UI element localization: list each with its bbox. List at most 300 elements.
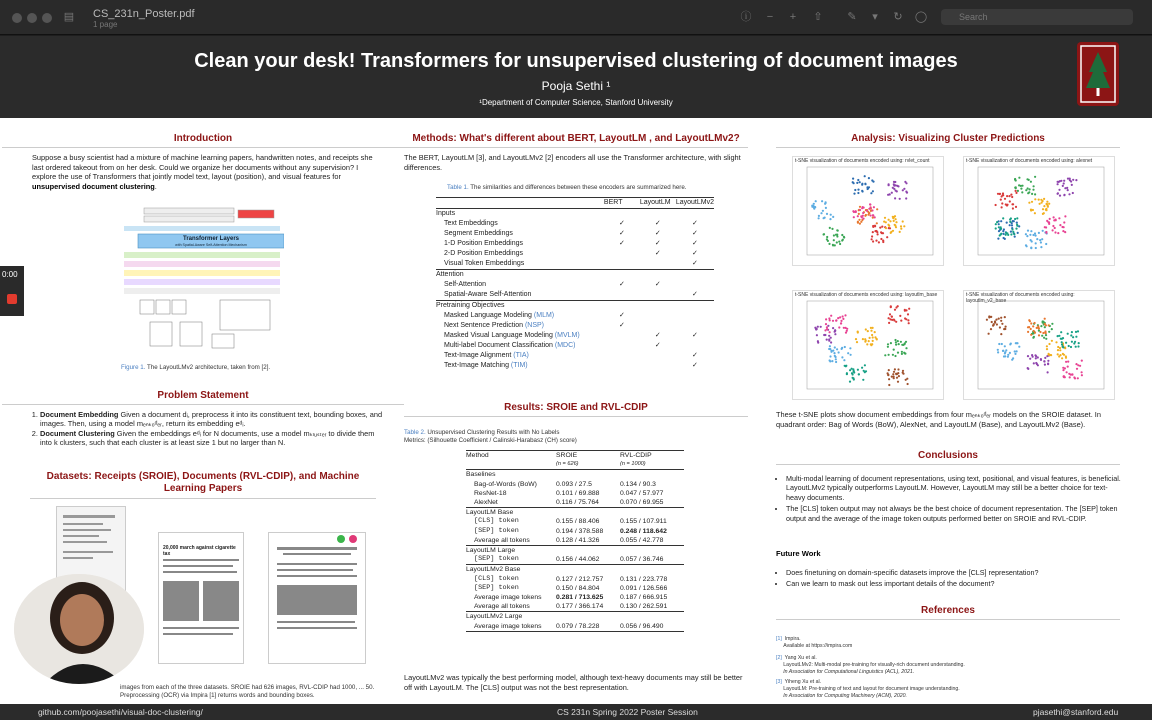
tsne-point (1010, 217, 1012, 219)
tsne-point (868, 340, 870, 342)
tsne-point (829, 227, 831, 229)
tsne-point (1052, 225, 1054, 227)
zoom-in-icon[interactable]: + (789, 11, 797, 23)
tsne-point (1035, 355, 1037, 357)
tsne-point (857, 331, 859, 333)
table1-check-cell (640, 259, 676, 270)
tsne-point (869, 204, 871, 206)
table2-method-cell: ResNet-18 (474, 489, 507, 497)
tsne-point (989, 316, 991, 318)
tsne-point (997, 351, 999, 353)
tsne-point (891, 376, 893, 378)
tsne-point (1007, 354, 1009, 356)
table1-check-cell (640, 361, 676, 371)
table2-sroie-cell: 0.281 / 713.625 (556, 594, 604, 602)
tsne-point (873, 206, 875, 208)
tsne-point (900, 341, 902, 343)
tsne-point (908, 322, 910, 324)
tsne-point (1077, 377, 1079, 379)
tsne-point (871, 179, 873, 181)
tsne-point (1005, 234, 1007, 236)
diagram-transformer-label: Transformer Layers (182, 236, 240, 242)
tsne-point (864, 175, 866, 177)
tsne-point (1017, 232, 1019, 234)
tsne-point (1011, 224, 1013, 226)
tsne-point (899, 231, 901, 233)
tsne-point (870, 214, 872, 216)
reference-1: [1] Impira. Available at https://impira.com (776, 636, 853, 649)
tsne-point (874, 230, 876, 232)
tsne-point (857, 222, 859, 224)
tsne-point (894, 368, 896, 370)
markup-pen-icon[interactable]: ✎ (847, 11, 857, 23)
tsne-point (1077, 330, 1079, 332)
tsne-point (991, 321, 993, 323)
table2-method-cell: [SEP] token (474, 526, 519, 535)
tsne-point (874, 336, 876, 338)
tsne-point (830, 341, 832, 343)
intro-heading: Introduction (2, 133, 404, 148)
table2-rvl-cell: 0.248 / 118.642 (620, 527, 667, 535)
table1-check-cell (640, 290, 676, 301)
tsne-point (837, 317, 839, 319)
table1-row-label: Multi-label Document Classification (MDC) (444, 342, 576, 349)
table1-row (436, 311, 714, 321)
tsne-point (1000, 220, 1002, 222)
tsne-point (893, 349, 895, 351)
tsne-point (858, 373, 860, 375)
tsne-point (1065, 361, 1067, 363)
tsne-point (1042, 208, 1044, 210)
tsne-point (895, 218, 897, 220)
tsne-point (887, 374, 889, 376)
tsne-point (1016, 222, 1018, 224)
tsne-point (907, 383, 909, 385)
table1-row (436, 351, 714, 361)
sidebar-toggle-icon[interactable]: ▤ (63, 11, 75, 23)
tsne-point (907, 319, 909, 321)
tsne-point (990, 328, 992, 330)
tsne-point (1057, 192, 1059, 194)
info-icon[interactable]: ⓘ (740, 11, 752, 23)
rotate-icon[interactable]: ↻ (893, 11, 903, 23)
tsne-point (874, 216, 876, 218)
tsne-point (1027, 331, 1029, 333)
recording-indicator[interactable] (0, 266, 24, 316)
footer-github-link[interactable]: github.com/poojasethi/visual-doc-clustering/ (38, 707, 203, 717)
tsne-point (1032, 337, 1034, 339)
tsne-point (1046, 345, 1048, 347)
conclusions-list (776, 474, 1122, 525)
diagram-transformer-sublabel: with Spatial-Aware Self-Attention Mechanism (175, 243, 247, 247)
tsne-point (1063, 376, 1065, 378)
tsne-point (852, 178, 854, 180)
table2-row (466, 489, 684, 498)
tsne-point (1000, 228, 1002, 230)
tsne-point (1039, 203, 1041, 205)
tsne-point (894, 355, 896, 357)
results-heading: Results: SROIE and RVL-CDIP (404, 402, 748, 417)
tsne-point (1063, 354, 1065, 356)
tsne-point (1063, 221, 1065, 223)
tsne-point (818, 215, 820, 217)
layoutlmv2-architecture-figure (120, 204, 284, 354)
table2-rvl-cell: 0.130 / 262.591 (620, 603, 668, 611)
table1-row-label: Pretraining Objectives (436, 302, 505, 309)
tsne-point (887, 224, 889, 226)
tsne-point (1006, 232, 1008, 234)
tsne-point (888, 378, 890, 380)
tsne-point (857, 369, 859, 371)
future-item: • Does finetuning on domain-specific datasets improve the [CLS] representation? (786, 568, 1122, 577)
tsne-point (874, 331, 876, 333)
conclusion-item: • The [CLS] token output may not always be the best choice of document representation. The [SEP] token output and the average of the image token outputs performed better on SROIE and RVL-CDIP. (786, 504, 1122, 523)
tsne-point (986, 319, 988, 321)
tsne-point (862, 338, 864, 340)
tsne-point (1009, 221, 1011, 223)
tsne-point (862, 212, 864, 214)
tsne-point (1011, 196, 1013, 198)
tsne-point (816, 334, 818, 336)
tsne-point (1027, 355, 1029, 357)
tsne-point (893, 216, 895, 218)
poster-header (0, 36, 1152, 118)
table1-row (436, 321, 714, 331)
footer-session: CS 231n Spring 2022 Poster Session (557, 707, 698, 717)
datasets-caption: images from each of the three datasets. SROIE had 626 images, RVL-CDIP had 1000, ... 50. Preprocessing (OCR) via Impira [1] returns words and bounding boxes. (120, 684, 375, 699)
tsne-point (1062, 346, 1064, 348)
tsne-point (1044, 357, 1046, 359)
tsne-point (865, 328, 867, 330)
tsne-point (851, 372, 853, 374)
clustering-results-table (466, 450, 684, 633)
tsne-point (828, 338, 830, 340)
tsne-point (1061, 343, 1063, 345)
tsne-point (1027, 230, 1029, 232)
poster-affiliation: ¹Department of Computer Science, Stanford University (479, 98, 673, 107)
tsne-point (1012, 231, 1014, 233)
tsne-point (1043, 360, 1045, 362)
tsne-point (888, 184, 890, 186)
tsne-point (1046, 201, 1048, 203)
tsne-point (849, 347, 851, 349)
zoom-window-icon[interactable] (42, 13, 52, 23)
tsne-point (998, 226, 1000, 228)
tsne-point (845, 365, 847, 367)
tsne-point (1077, 345, 1079, 347)
tsne-point (1029, 358, 1031, 360)
footer-email[interactable]: pjasethi@stanford.edu (1033, 707, 1119, 717)
tsne-point (1071, 184, 1073, 186)
tsne-point (1074, 377, 1076, 379)
tsne-point (1033, 185, 1035, 187)
minimize-window-icon[interactable] (27, 13, 37, 23)
tsne-point (1030, 181, 1032, 183)
tsne-point (1004, 328, 1006, 330)
tsne-point (870, 330, 872, 332)
tsne-point (894, 197, 896, 199)
tsne-point (1038, 334, 1040, 336)
tsne-point (1045, 209, 1047, 211)
tsne-point (1014, 236, 1016, 238)
table2-row (466, 584, 684, 593)
tsne-point (1061, 338, 1063, 340)
tsne-point (888, 354, 890, 356)
tsne-point (827, 325, 829, 327)
table2-method-cell: [CLS] token (474, 517, 519, 526)
tsne-point (901, 351, 903, 353)
table1-check-cell (676, 209, 714, 220)
tsne-point (882, 241, 884, 243)
tsne-point (832, 320, 834, 322)
encoder-comparison-table (436, 197, 714, 371)
tsne-point (1014, 218, 1016, 220)
table1-row (436, 239, 714, 249)
tsne-point (832, 244, 834, 246)
table1-check-cell (604, 209, 640, 220)
search-input[interactable]: Search (941, 9, 1133, 25)
tsne-point (1057, 346, 1059, 348)
tsne-point (864, 215, 866, 217)
stanford-logo (1077, 42, 1119, 106)
tsne-point (998, 318, 1000, 320)
zoom-out-icon[interactable]: − (766, 11, 774, 23)
tsne-point (871, 334, 873, 336)
tsne-point (895, 221, 897, 223)
tsne-point (1046, 220, 1048, 222)
tsne-point (822, 210, 824, 212)
tsne-point (995, 319, 997, 321)
tsne-point (817, 326, 819, 328)
tsne-point (1034, 212, 1036, 214)
tsne-point (905, 347, 907, 349)
poster-page (0, 36, 1152, 704)
datasets-heading: Datasets: Receipts (SROIE), Documents (RVL-CDIP), and Machine Learning Papers (30, 471, 376, 499)
table2-group-label: LayoutLM Large (466, 547, 516, 555)
tsne-point (996, 221, 998, 223)
tsne-point (884, 354, 886, 356)
table2-header-rvl: RVL-CDIP (620, 452, 652, 459)
tsne-point (830, 337, 832, 339)
tsne-point (1032, 325, 1034, 327)
tsne-point (999, 193, 1001, 195)
stop-recording-icon[interactable] (7, 294, 17, 304)
tsne-point (902, 344, 904, 346)
table2-caption: Table 2. Unsupervised Clustering Results with No Labels (404, 429, 560, 436)
tsne-point (995, 223, 997, 225)
table2-sroie-cell: 0.101 / 69.888 (556, 489, 600, 497)
tsne-point (1068, 193, 1070, 195)
tsne-point (1040, 325, 1042, 327)
tsne-point (997, 238, 999, 240)
table2-row (466, 536, 684, 546)
tsne-point (1042, 200, 1044, 202)
tsne-point (889, 193, 891, 195)
tsne-point (817, 342, 819, 344)
tsne-point (1018, 346, 1020, 348)
tsne-point (838, 241, 840, 243)
tsne-point (833, 239, 835, 241)
tsne-point (836, 348, 838, 350)
tsne-point (1047, 363, 1049, 365)
tsne-point (1002, 350, 1004, 352)
tsne-point (1013, 220, 1015, 222)
tsne-point (1034, 332, 1036, 334)
tsne-point (893, 183, 895, 185)
tsne-point (871, 235, 873, 237)
table1-check-cell (604, 249, 640, 259)
tsne-point (1009, 343, 1011, 345)
tsne-point (1038, 232, 1040, 234)
tsne-point (868, 208, 870, 210)
tsne-point (892, 354, 894, 356)
table1-check-cell (640, 351, 676, 361)
tsne-point (1052, 229, 1054, 231)
tsne-point (1020, 188, 1022, 190)
tsne-point (1071, 331, 1073, 333)
tsne-point (1043, 205, 1045, 207)
tsne-point (868, 177, 870, 179)
tsne-point (890, 342, 892, 344)
share-icon[interactable]: ⇧ (813, 11, 823, 23)
tsne-point (1048, 203, 1050, 205)
table2-row (466, 575, 684, 584)
tsne-point (1061, 341, 1063, 343)
tsne-point (1051, 323, 1053, 325)
tsne-point (846, 373, 848, 375)
tsne-point (1042, 332, 1044, 334)
tsne-point (842, 315, 844, 317)
webcam-video[interactable] (14, 574, 144, 684)
tsne-point (997, 349, 999, 351)
table1-check-cell (604, 331, 640, 341)
tsne-point (847, 352, 849, 354)
table2-rvl-cell: 0.091 / 126.566 (620, 584, 668, 592)
tsne-point (1006, 195, 1008, 197)
tsne-point (1075, 346, 1077, 348)
table1-row-label: Next Sentence Prediction (NSP) (444, 322, 544, 329)
table1-row (436, 280, 714, 290)
tsne-point (1039, 331, 1041, 333)
tsne-point (893, 220, 895, 222)
tsne-point (1004, 198, 1006, 200)
tsne-point (1044, 318, 1046, 320)
tsne-point (1063, 182, 1065, 184)
tsne-point (1035, 357, 1037, 359)
table1-check-cell: ✓ (691, 260, 698, 267)
tsne-point (880, 231, 882, 233)
table1-row-label: 1-D Position Embeddings (444, 240, 523, 247)
tsne-point (872, 340, 874, 342)
tsne-point (888, 369, 890, 371)
tsne-point (813, 203, 815, 205)
results-summary: LayoutLMv2 was typically the best performing model, although text-heavy documents may still be better off with LayoutLM. The [CLS] output was not the best representation. (404, 673, 743, 692)
table2-sroie-cell: 0.150 / 84.804 (556, 584, 600, 592)
tsne-point (1016, 225, 1018, 227)
tsne-point (844, 314, 846, 316)
tsne-point (1081, 371, 1083, 373)
table1-check-cell: ✓ (654, 240, 661, 247)
tsne-point (859, 181, 861, 183)
tsne-point (1025, 233, 1027, 235)
table2-method-cell: [SEP] token (474, 583, 519, 592)
table2-header-blank (466, 460, 556, 470)
tsne-point (1038, 199, 1040, 201)
poster-footer (0, 704, 1152, 720)
tsne-point (838, 351, 840, 353)
tsne-point (1015, 179, 1017, 181)
tsne-point (1072, 336, 1074, 338)
table1-check-cell: ✓ (691, 220, 698, 227)
table2-sroie-cell: 0.079 / 78.228 (556, 622, 600, 630)
table1-check-cell: ✓ (654, 220, 661, 227)
tsne-point (1051, 340, 1053, 342)
table1-header-cell: LayoutLM (639, 199, 671, 206)
tsne-point (862, 190, 864, 192)
tsne-point (1066, 187, 1068, 189)
references-heading: References (776, 605, 1120, 620)
tsne-point (1009, 352, 1011, 354)
tsne-point (1004, 238, 1006, 240)
tsne-point (877, 233, 879, 235)
tsne-point (853, 211, 855, 213)
close-window-icon[interactable] (12, 13, 22, 23)
table2-sroie-cell: 0.128 / 41.326 (556, 536, 600, 544)
table1-check-cell (676, 270, 714, 281)
markup-menu-icon[interactable]: ▾ (872, 11, 878, 23)
tsne-point (888, 219, 890, 221)
tsne-point (1001, 323, 1003, 325)
tsne-point (1060, 331, 1062, 333)
future-work-list (776, 568, 1122, 591)
tsne-point (852, 377, 854, 379)
tsne-point (1000, 199, 1002, 201)
tsne-point (1030, 247, 1032, 249)
table1-row-label: Segment Embeddings (444, 230, 513, 237)
tsne-point (1065, 357, 1067, 359)
tsne-point (853, 216, 855, 218)
tsne-point (898, 343, 900, 345)
tsne-point (852, 181, 854, 183)
tsne-point (829, 331, 831, 333)
table1-check-cell (676, 301, 714, 312)
tsne-point (829, 360, 831, 362)
tsne-point (883, 221, 885, 223)
table2-rvl-cell: 0.056 / 96.490 (620, 622, 664, 630)
tsne-point (900, 225, 902, 227)
tsne-point (1015, 187, 1017, 189)
conclusions-heading: Conclusions (776, 450, 1120, 465)
tsne-point (903, 188, 905, 190)
tsne-point (1063, 194, 1065, 196)
tsne-point (864, 183, 866, 185)
table1-check-cell (604, 290, 640, 301)
tsne-point (1044, 323, 1046, 325)
tsne-plot (792, 156, 944, 266)
tsne-point (828, 335, 830, 337)
tsne-point (892, 187, 894, 189)
tsne-point (1045, 334, 1047, 336)
window-titlebar (0, 0, 1152, 35)
table2-rvl-cell: 0.187 / 666.915 (620, 594, 668, 602)
table1-row (436, 331, 714, 341)
table1-row (436, 209, 714, 220)
table1-check-cell: ✓ (691, 352, 698, 359)
tsne-point (1035, 242, 1037, 244)
tsne-point (1034, 193, 1036, 195)
annotate-icon[interactable]: ◯ (914, 11, 928, 23)
table1-check-cell: ✓ (654, 281, 661, 288)
